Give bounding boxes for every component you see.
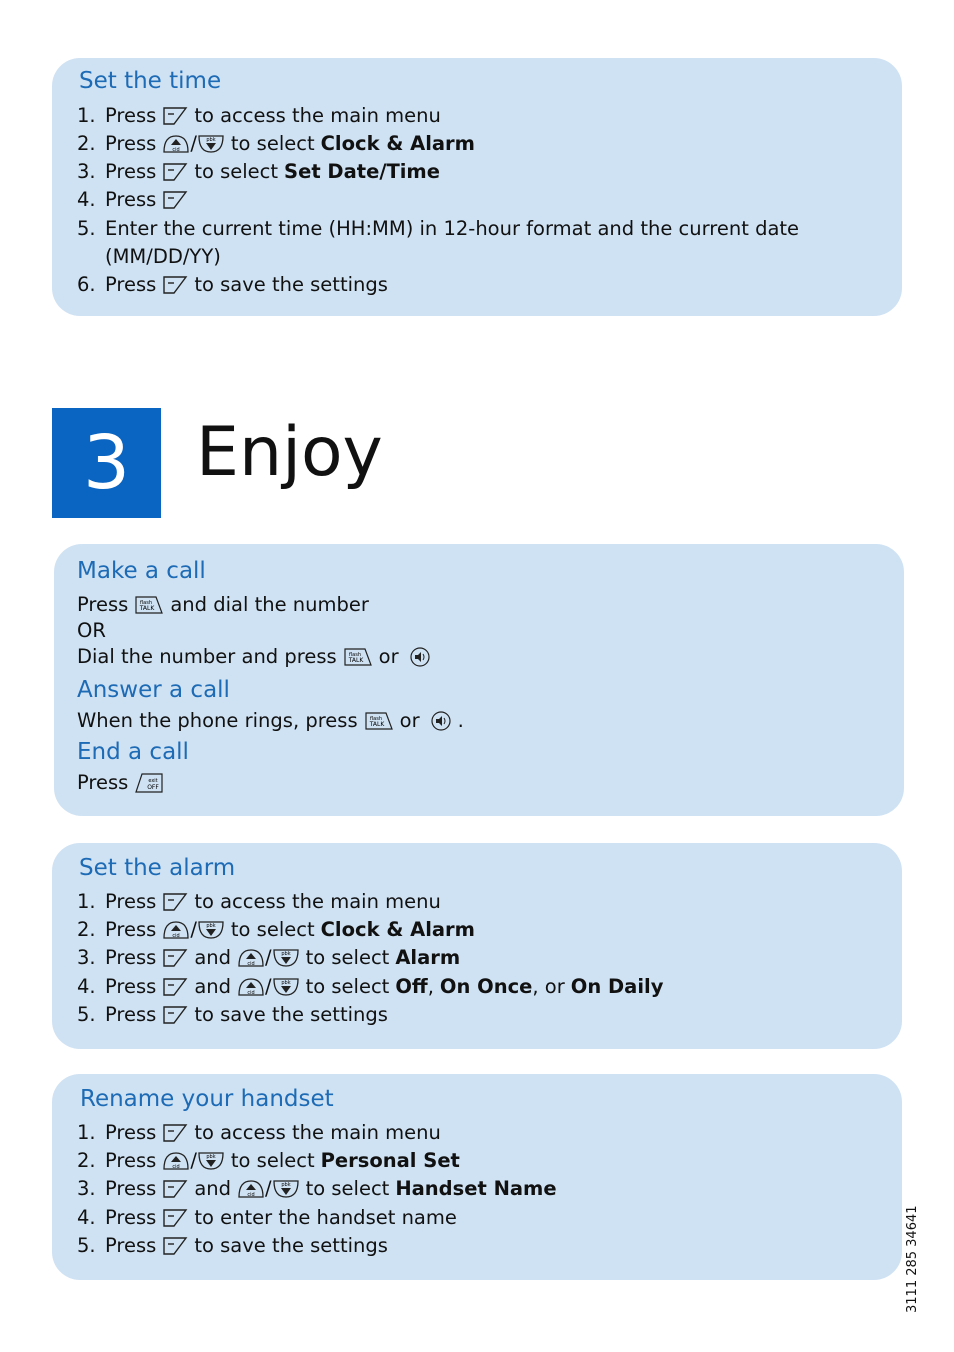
set-alarm-step-2: 2. Press cid / pbk to select Clock & Alarm — [77, 918, 475, 941]
menu-key-icon — [162, 275, 188, 295]
talk-key-icon — [134, 595, 164, 615]
make-call-title: Make a call — [77, 558, 206, 584]
answer-call-title: Answer a call — [77, 677, 230, 703]
menu-key-icon — [162, 977, 188, 997]
rename-step-4: 4. Press to enter the handset name — [77, 1206, 457, 1229]
svg-text:pbk: pbk — [280, 979, 291, 986]
make-call-line-3: Dial the number and press flash TALK or — [77, 645, 437, 668]
menu-key-icon — [162, 948, 188, 968]
rename-step-2: 2. Press cid / pbk to select Personal Set — [77, 1149, 460, 1172]
menu-key-icon — [162, 1208, 188, 1228]
chapter-title: Enjoy — [196, 413, 383, 492]
set-alarm-panel — [52, 843, 902, 1049]
rename-step-5: 5. Press to save the settings — [77, 1234, 388, 1257]
svg-text:cid: cid — [247, 1191, 255, 1198]
menu-key-icon — [162, 190, 188, 210]
svg-text:TALK: TALK — [369, 720, 384, 728]
svg-text:pbk: pbk — [280, 1181, 291, 1188]
svg-text:flash: flash — [369, 715, 382, 722]
menu-key-icon — [162, 1123, 188, 1143]
cid-up-key-icon — [162, 1151, 190, 1171]
svg-text:cid: cid — [247, 989, 255, 996]
svg-text:flash: flash — [348, 651, 361, 658]
set-time-step-4: 4. Press — [77, 188, 194, 211]
pbk-down-key-icon — [197, 1151, 225, 1171]
svg-text:TALK: TALK — [348, 656, 363, 664]
speaker-key-icon — [409, 647, 431, 667]
cid-up-key-icon — [237, 948, 265, 968]
svg-text:pbk: pbk — [280, 950, 291, 957]
pbk-down-key-icon — [197, 920, 225, 940]
cid-up-key-icon — [162, 920, 190, 940]
set-time-title: Set the time — [79, 68, 222, 94]
menu-key-icon — [162, 1236, 188, 1256]
set-alarm-step-3: 3. Press and cid / pbk to select Alarm — [77, 946, 461, 969]
set-time-step-6: 6. Press to save the settings — [77, 273, 388, 296]
svg-text:cid: cid — [172, 932, 180, 939]
talk-key-icon — [364, 711, 394, 731]
rename-panel — [52, 1074, 902, 1280]
menu-key-icon — [162, 892, 188, 912]
cid-up-key-icon — [237, 977, 265, 997]
menu-key-icon — [162, 1179, 188, 1199]
set-time-step-1: 1. Press to access the main menu — [77, 104, 441, 127]
svg-text:pbk: pbk — [206, 136, 216, 143]
chapter-number: 3 — [52, 408, 161, 518]
pbk-down-key-icon — [272, 948, 300, 968]
svg-text:exit: exit — [148, 777, 158, 784]
svg-text:OFF: OFF — [147, 783, 160, 791]
set-time-step-5: 5. Enter the current time (HH:MM) in 12-hour format and the current date — [77, 217, 800, 240]
menu-key-icon — [162, 1005, 188, 1025]
svg-text:pbk: pbk — [206, 922, 216, 929]
svg-text:TALK: TALK — [140, 604, 155, 612]
set-time-step-5-cont: (MM/DD/YY) — [105, 245, 221, 268]
set-time-step-3: 3. Press to select Set Date/Time — [77, 160, 440, 183]
set-time-step-2: 2. Press cid / pbk to select Clock & Alarm — [77, 132, 475, 155]
pbk-down-key-icon — [272, 1179, 300, 1199]
set-alarm-step-5: 5. Press to save the settings — [77, 1003, 388, 1026]
pbk-down-key-icon — [197, 134, 225, 154]
calls-panel — [54, 544, 904, 816]
svg-text:flash: flash — [140, 599, 153, 606]
svg-text:pbk: pbk — [206, 1153, 216, 1160]
set-alarm-step-1: 1. Press to access the main menu — [77, 890, 441, 913]
cid-up-key-icon — [162, 134, 190, 154]
menu-key-icon — [162, 106, 188, 126]
end-call-title: End a call — [77, 739, 189, 765]
exit-off-key-icon — [134, 772, 164, 794]
svg-text:cid: cid — [247, 960, 255, 967]
rename-step-1: 1. Press to access the main menu — [77, 1121, 441, 1144]
set-alarm-step-4: 4. Press and cid / pbk to select Off , On Once , or On Daily — [77, 975, 664, 998]
menu-key-icon — [162, 162, 188, 182]
rename-title: Rename your handset — [80, 1086, 334, 1112]
set-time-panel — [52, 58, 902, 316]
end-call-line: Press exit OFF — [77, 771, 170, 794]
svg-text:cid: cid — [172, 146, 180, 153]
talk-key-icon — [343, 647, 373, 667]
answer-call-line: When the phone rings, press flash TALK or . — [77, 709, 464, 732]
speaker-key-icon — [430, 711, 452, 731]
cid-up-key-icon — [237, 1179, 265, 1199]
svg-text:cid: cid — [172, 1163, 180, 1170]
make-call-or: OR — [77, 619, 106, 642]
make-call-line-1: Press flash TALK and dial the number — [77, 593, 369, 616]
rename-step-3: 3. Press and cid / pbk to select Handset Name — [77, 1177, 557, 1200]
pbk-down-key-icon — [272, 977, 300, 997]
document-number: 3111 285 34641 — [905, 1205, 920, 1313]
set-alarm-title: Set the alarm — [79, 855, 236, 881]
